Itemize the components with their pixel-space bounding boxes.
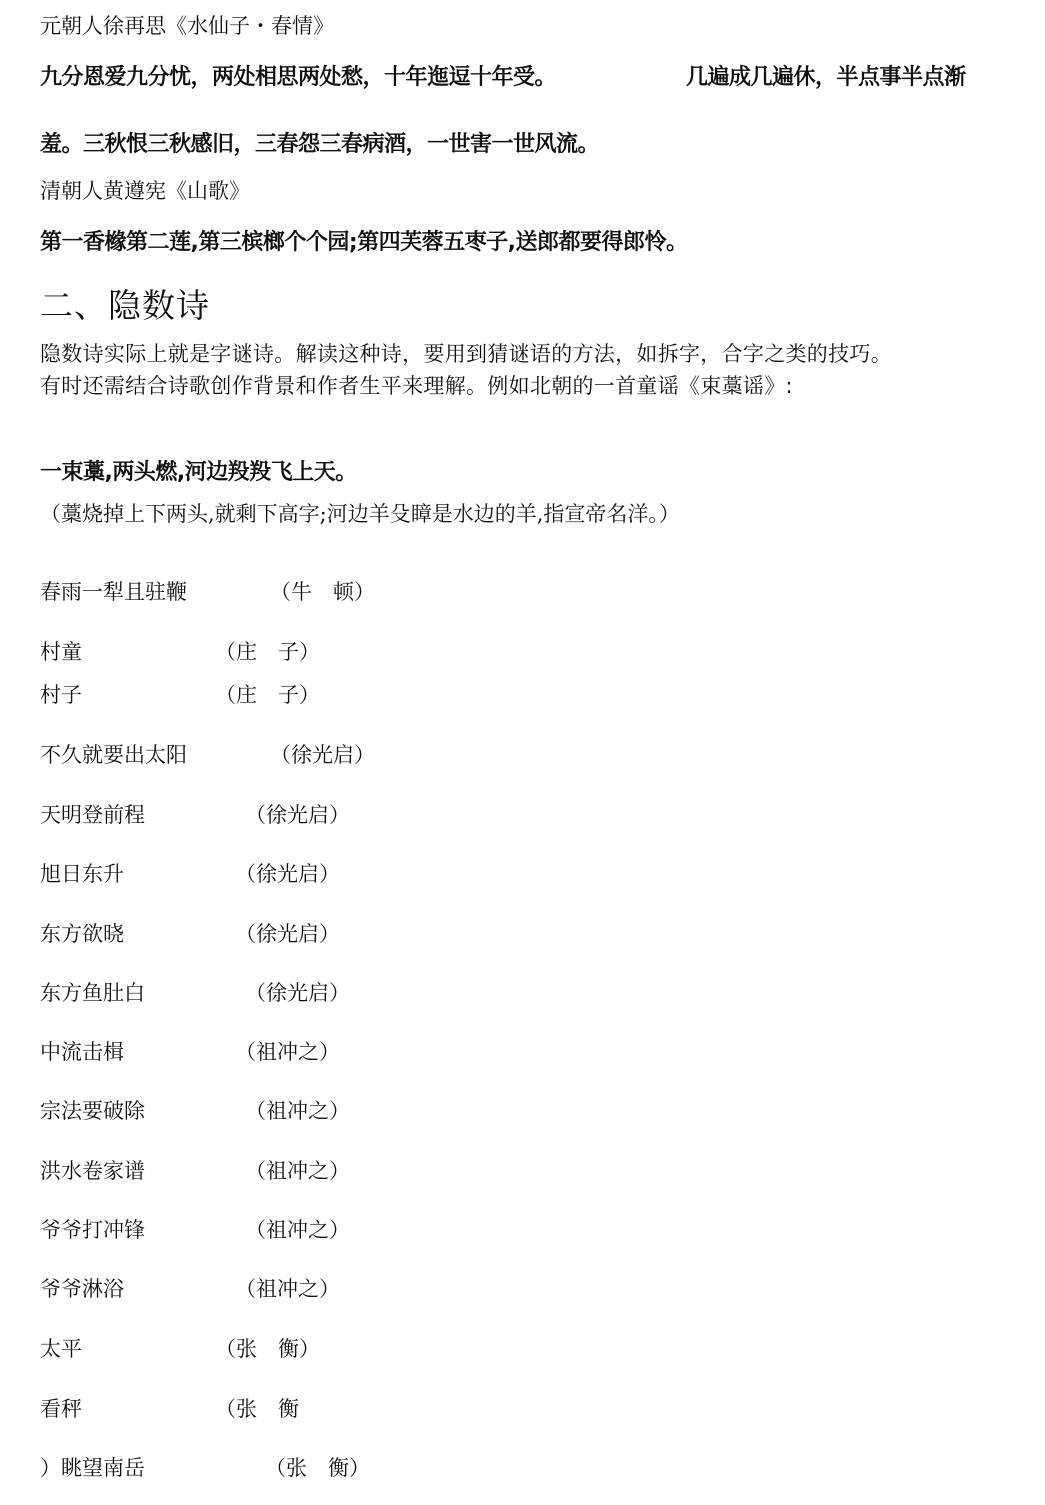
riddle-question: 爷爷打冲锋 — [40, 1218, 145, 1242]
section-intro-line2: 有时还需结合诗歌创作背景和作者生平来理解。例如北朝的一首童谣《束藁谣》: — [40, 374, 793, 398]
riddle-answer: （张 衡） — [265, 1456, 370, 1480]
riddle-answer: （祖冲之） — [245, 1099, 350, 1123]
section-title: 二、隐数诗 — [40, 286, 210, 325]
riddle-question: 东方欲晓 — [40, 922, 124, 946]
poem1-line1b: 几遍成几遍休，半点事半点渐 — [686, 65, 966, 90]
riddle-question: 爷爷淋浴 — [40, 1277, 124, 1301]
riddle-question: 不久就要出太阳 — [40, 743, 187, 767]
riddle-question: ）眺望南岳 — [40, 1456, 145, 1480]
riddle-question: 中流击楫 — [40, 1040, 124, 1064]
riddle-answer: （徐光启） — [235, 862, 340, 886]
riddle-answer: （徐光启） — [235, 922, 340, 946]
example-explanation: （藁烧掉上下两头,就剩下高字;河边羊殳瞕是水边的羊,指宣帝名洋。） — [40, 502, 680, 526]
riddle-question: 宗法要破除 — [40, 1099, 145, 1123]
riddle-question: 村子 — [40, 683, 82, 707]
poem1-line2: 羞。三秋恨三秋感旧，三春怨三春病酒，一世害一世风流。 — [40, 132, 600, 157]
poem2-text: 第一香橼第二莲,第三槟榔个个园;第四芙蓉五枣子,送郎都要得郎怜。 — [40, 230, 688, 255]
riddle-answer: （徐光启） — [270, 743, 375, 767]
riddle-answer: （庄 子） — [215, 640, 320, 664]
riddle-answer: （张 衡） — [215, 1337, 320, 1361]
section-intro-line1: 隐数诗实际上就是字谜诗。解读这种诗，要用到猜谜语的方法，如拆字，合字之类的技巧。 — [40, 342, 892, 366]
riddle-question: 太平 — [40, 1337, 82, 1361]
riddle-question: 天明登前程 — [40, 803, 145, 827]
riddle-question: 洪水卷家谱 — [40, 1159, 145, 1183]
riddle-answer: （祖冲之） — [245, 1159, 350, 1183]
riddle-answer: （徐光启） — [245, 803, 350, 827]
riddle-answer: （祖冲之） — [235, 1277, 340, 1301]
example-verse: 一束藁,两头燃,河边羖羖飞上天。 — [40, 460, 357, 485]
riddle-question: 看秤 — [40, 1397, 82, 1421]
riddle-question: 东方鱼肚白 — [40, 981, 145, 1005]
riddle-question: 旭日东升 — [40, 862, 124, 886]
riddle-answer: （徐光启） — [245, 981, 350, 1005]
riddle-answer: （祖冲之） — [235, 1040, 340, 1064]
poem1-attribution: 元朝人徐再思《水仙子・春情》 — [40, 14, 334, 38]
riddle-question: 村童 — [40, 640, 82, 664]
poem1-line1a: 九分恩爱九分忧，两处相思两处愁，十年迤逗十年受。 — [40, 65, 557, 90]
riddle-answer: （张 衡 — [215, 1397, 299, 1421]
riddle-answer: （祖冲之） — [245, 1218, 350, 1242]
riddle-answer: （庄 子） — [215, 683, 320, 707]
riddle-answer: （牛 顿） — [270, 580, 375, 604]
riddle-question: 春雨一犁且驻鞭 — [40, 580, 187, 604]
poem2-attribution: 清朝人黄遵宪《山歌》 — [40, 179, 250, 203]
